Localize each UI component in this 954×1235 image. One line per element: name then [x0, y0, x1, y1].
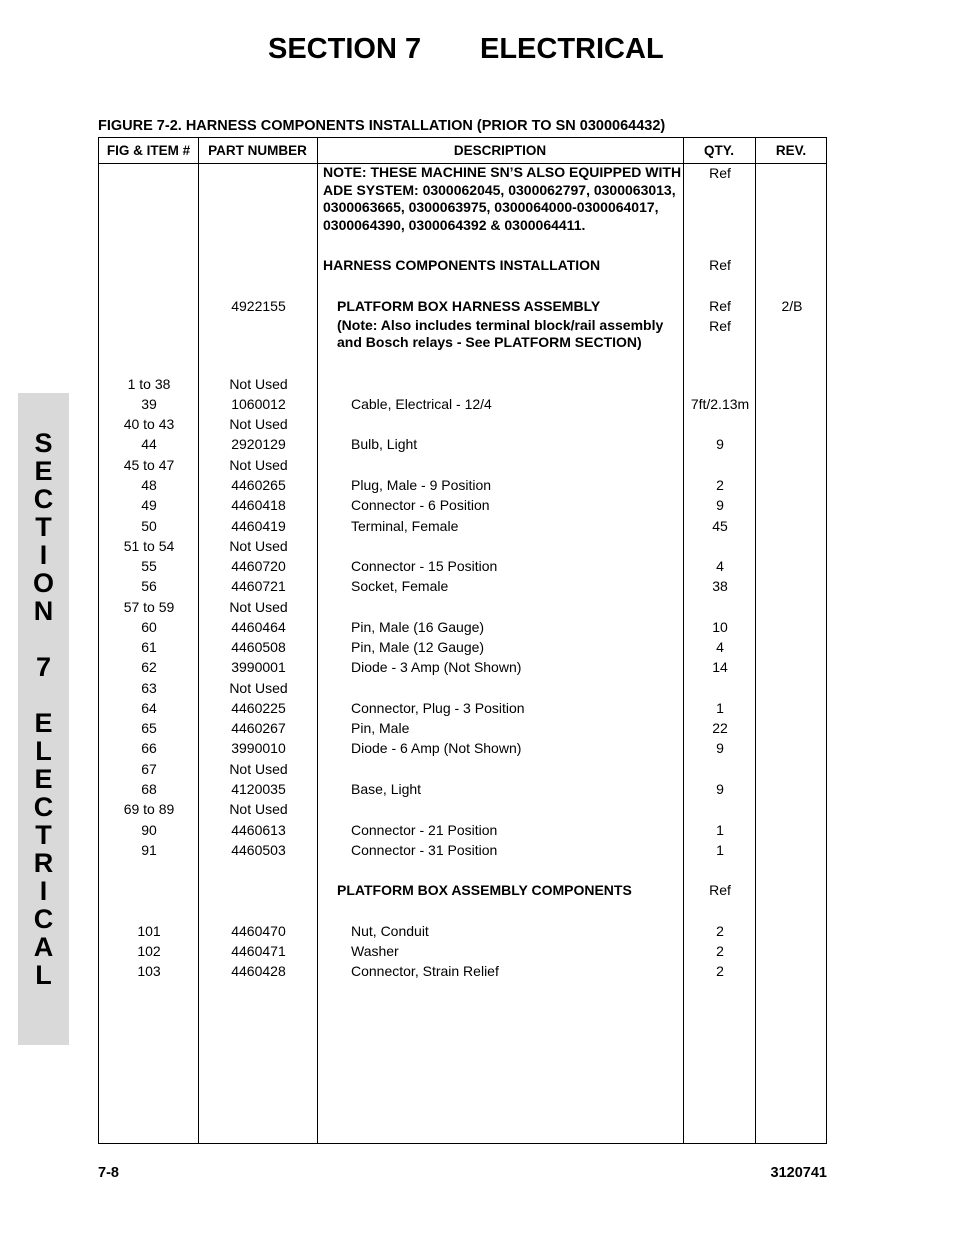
- part-number-cell: 4922155: [231, 298, 286, 314]
- table-row: [99, 637, 826, 657]
- part-number-cell: 4460613: [231, 822, 286, 838]
- side-tab-letter: [18, 625, 69, 653]
- part-number-cell: 4460721: [231, 578, 286, 594]
- fig-item-cell: 40 to 43: [123, 416, 175, 432]
- table-row: [99, 799, 826, 819]
- description-cell: Connector - 31 Position: [351, 842, 498, 858]
- description-cell: Terminal, Female: [351, 518, 459, 534]
- side-tab-letter: N: [33, 596, 54, 626]
- section-number: SECTION 7: [268, 33, 422, 65]
- part-number-cell: Not Used: [229, 376, 288, 392]
- fig-item-cell: 1 to 38: [127, 376, 171, 392]
- description-cell: Base, Light: [351, 781, 422, 797]
- fig-item-cell: 61: [141, 639, 157, 655]
- part-number-cell: Not Used: [229, 416, 288, 432]
- part-number-cell: 4460471: [231, 943, 286, 959]
- part-number-cell: 2920129: [231, 436, 286, 452]
- side-tab-letter: L: [35, 960, 52, 990]
- table-row: [99, 597, 826, 617]
- fig-item-cell: 91: [141, 842, 157, 858]
- subnote-qty: Ref: [709, 318, 731, 334]
- table-row: [99, 718, 826, 738]
- part-number-cell: 4460418: [231, 497, 286, 513]
- side-tab-letter: L: [35, 736, 52, 766]
- qty-cell: 2: [716, 477, 724, 493]
- description-cell: Diode - 6 Amp (Not Shown): [351, 740, 522, 756]
- side-tab-letter: 7: [35, 652, 52, 682]
- table-row: [99, 414, 826, 434]
- fig-item-cell: 68: [141, 781, 157, 797]
- part-number-cell: 3990010: [231, 740, 286, 756]
- header-rev: REV.: [775, 143, 807, 158]
- header-description: DESCRIPTION: [453, 143, 547, 158]
- description-cell: Plug, Male - 9 Position: [351, 477, 492, 493]
- part-number-cell: 4460508: [231, 639, 286, 655]
- table-row: [99, 255, 826, 275]
- fig-item-cell: 64: [141, 700, 157, 716]
- fig-item-cell: 65: [141, 720, 157, 736]
- side-tab-letter: C: [33, 792, 54, 822]
- fig-item-cell: 49: [141, 497, 157, 513]
- table-row: [99, 678, 826, 698]
- side-tab-letter: I: [39, 876, 48, 906]
- table-row: [99, 475, 826, 495]
- qty-cell: 2: [716, 923, 724, 939]
- qty-cell: Ref: [709, 882, 731, 898]
- description-cell: Connector - 15 Position: [351, 558, 498, 574]
- side-tab-letter: R: [33, 848, 54, 878]
- part-number-cell: Not Used: [229, 599, 288, 615]
- part-number-cell: Not Used: [229, 761, 288, 777]
- description-cell: Washer: [351, 943, 399, 959]
- side-tab-letter: E: [34, 456, 53, 486]
- description-cell: Pin, Male (16 Gauge): [351, 619, 485, 635]
- table-row: [99, 536, 826, 556]
- figure-title: FIGURE 7-2. HARNESS COMPONENTS INSTALLATION (PRIOR TO SN 0300064432): [98, 118, 666, 134]
- table-row: [99, 941, 826, 961]
- side-tab-letter: I: [39, 540, 48, 570]
- table-row: [99, 880, 826, 900]
- fig-item-cell: 67: [141, 761, 157, 777]
- part-number-cell: 4460225: [231, 700, 286, 716]
- qty-cell: 1: [716, 700, 724, 716]
- side-tab-letter: T: [35, 512, 52, 542]
- table-row: [99, 434, 826, 454]
- side-tab-letter: E: [34, 764, 53, 794]
- page-number: 7-8: [98, 1165, 119, 1181]
- table-row: [99, 455, 826, 475]
- description-cell: PLATFORM BOX HARNESS ASSEMBLY: [337, 298, 601, 314]
- side-tab-letter: C: [33, 484, 54, 514]
- table-row: [99, 495, 826, 515]
- qty-cell: 9: [716, 781, 724, 797]
- section-title: ELECTRICAL: [480, 33, 664, 65]
- fig-item-cell: 56: [141, 578, 157, 594]
- fig-item-cell: 60: [141, 619, 157, 635]
- part-number-cell: 4460265: [231, 477, 286, 493]
- description-cell: Bulb, Light: [351, 436, 418, 452]
- side-tab-letter: A: [33, 932, 54, 962]
- description-cell: Connector - 21 Position: [351, 822, 498, 838]
- part-number-cell: 4460267: [231, 720, 286, 736]
- description-cell: Cable, Electrical - 12/4: [351, 396, 492, 412]
- header-part-number: PART NUMBER: [208, 143, 307, 158]
- qty-cell: 38: [712, 578, 728, 594]
- description-cell: Diode - 3 Amp (Not Shown): [351, 659, 522, 675]
- fig-item-cell: 57 to 59: [123, 599, 175, 615]
- qty-cell: 4: [716, 639, 724, 655]
- part-number-cell: Not Used: [229, 457, 288, 473]
- table-row: [99, 394, 826, 414]
- part-number-cell: 4460428: [231, 963, 286, 979]
- qty-cell: 1: [716, 822, 724, 838]
- note-qty: Ref: [709, 165, 731, 181]
- side-tab-letter: C: [33, 904, 54, 934]
- description-cell: Nut, Conduit: [351, 923, 429, 939]
- part-number-cell: 3990001: [231, 659, 286, 675]
- header-fig-item: FIG & ITEM #: [106, 143, 191, 158]
- part-number-cell: 4120035: [231, 781, 286, 797]
- header-qty: QTY.: [703, 143, 734, 158]
- description-cell: Connector, Plug - 3 Position: [351, 700, 525, 716]
- description-cell: Pin, Male (12 Gauge): [351, 639, 485, 655]
- qty-cell: 4: [716, 558, 724, 574]
- side-tab-letter: S: [34, 428, 53, 458]
- table-row: [99, 374, 826, 394]
- table-row: [99, 556, 826, 576]
- fig-item-cell: 51 to 54: [123, 538, 175, 554]
- table-row: [99, 296, 826, 316]
- parts-table: [98, 137, 827, 1144]
- description-cell: Connector - 6 Position: [351, 497, 490, 513]
- table-row: [99, 820, 826, 840]
- document-number: 3120741: [770, 1165, 827, 1181]
- qty-cell: 1: [716, 842, 724, 858]
- description-cell: Pin, Male: [351, 720, 410, 736]
- qty-cell: 2: [716, 943, 724, 959]
- qty-cell: Ref: [709, 257, 731, 273]
- side-tab-letter: [18, 681, 69, 709]
- qty-cell: 10: [712, 619, 728, 635]
- note-qty-row: [99, 163, 826, 183]
- fig-item-cell: 44: [141, 436, 157, 452]
- table-row: [99, 657, 826, 677]
- fig-item-cell: 55: [141, 558, 157, 574]
- fig-item-cell: 39: [141, 396, 157, 412]
- side-tab-letter: T: [35, 820, 52, 850]
- fig-item-cell: 66: [141, 740, 157, 756]
- part-number-cell: 4460419: [231, 518, 286, 534]
- fig-item-cell: 50: [141, 518, 157, 534]
- side-tab-letters: [18, 429, 69, 989]
- part-number-cell: 1060012: [231, 396, 286, 412]
- qty-cell: Ref: [709, 298, 731, 314]
- description-cell: PLATFORM BOX ASSEMBLY COMPONENTS: [337, 882, 632, 898]
- part-number-cell: Not Used: [229, 538, 288, 554]
- fig-item-cell: 101: [137, 923, 161, 939]
- fig-item-cell: 69 to 89: [123, 801, 175, 817]
- section-side-tab: [18, 393, 69, 1045]
- ade-system-note: NOTE: THESE MACHINE SN’S ALSO EQUIPPED WITH ADE SYSTEM: 0300062045, 0300062797, 0300063013, 0300063665, 0300063975, 0300064000-0300064017, 0300064390, 0300064392 & 0300064411.: [323, 164, 682, 233]
- table-row: [99, 738, 826, 758]
- platform-subnote: (Note: Also includes terminal block/rail assembly and Bosch relays - See PLATFORM SECTION): [337, 317, 664, 350]
- part-number-cell: Not Used: [229, 680, 288, 696]
- qty-cell: 14: [712, 659, 728, 675]
- fig-item-cell: 102: [137, 943, 161, 959]
- table-row: [99, 759, 826, 779]
- part-number-cell: 4460720: [231, 558, 286, 574]
- table-row: [99, 698, 826, 718]
- description-cell: HARNESS COMPONENTS INSTALLATION: [323, 257, 601, 273]
- fig-item-cell: 62: [141, 659, 157, 675]
- table-row: [99, 961, 826, 981]
- fig-item-cell: 103: [137, 963, 161, 979]
- part-number-cell: 4460464: [231, 619, 286, 635]
- table-row: [99, 516, 826, 536]
- qty-cell: 9: [716, 740, 724, 756]
- fig-item-cell: 63: [141, 680, 157, 696]
- table-row: [99, 576, 826, 596]
- description-cell: Connector, Strain Relief: [351, 963, 499, 979]
- qty-cell: 9: [716, 436, 724, 452]
- fig-item-cell: 45 to 47: [123, 457, 175, 473]
- qty-cell: 45: [712, 518, 728, 534]
- fig-item-cell: 48: [141, 477, 157, 493]
- qty-cell: 2: [716, 963, 724, 979]
- section-header: [268, 33, 664, 66]
- qty-cell: 22: [712, 720, 728, 736]
- table-row: [99, 617, 826, 637]
- rev-cell: 2/B: [781, 298, 803, 314]
- table-row: [99, 840, 826, 860]
- side-tab-letter: E: [34, 708, 53, 738]
- description-cell: Socket, Female: [351, 578, 449, 594]
- qty-cell: 9: [716, 497, 724, 513]
- part-number-cell: 4460503: [231, 842, 286, 858]
- table-row: [99, 779, 826, 799]
- part-number-cell: 4460470: [231, 923, 286, 939]
- table-row: [99, 921, 826, 941]
- subnote-qty-row: [99, 316, 826, 336]
- qty-cell: 7ft/2.13m: [690, 396, 750, 412]
- part-number-cell: Not Used: [229, 801, 288, 817]
- side-tab-letter: O: [32, 568, 54, 598]
- fig-item-cell: 90: [141, 822, 157, 838]
